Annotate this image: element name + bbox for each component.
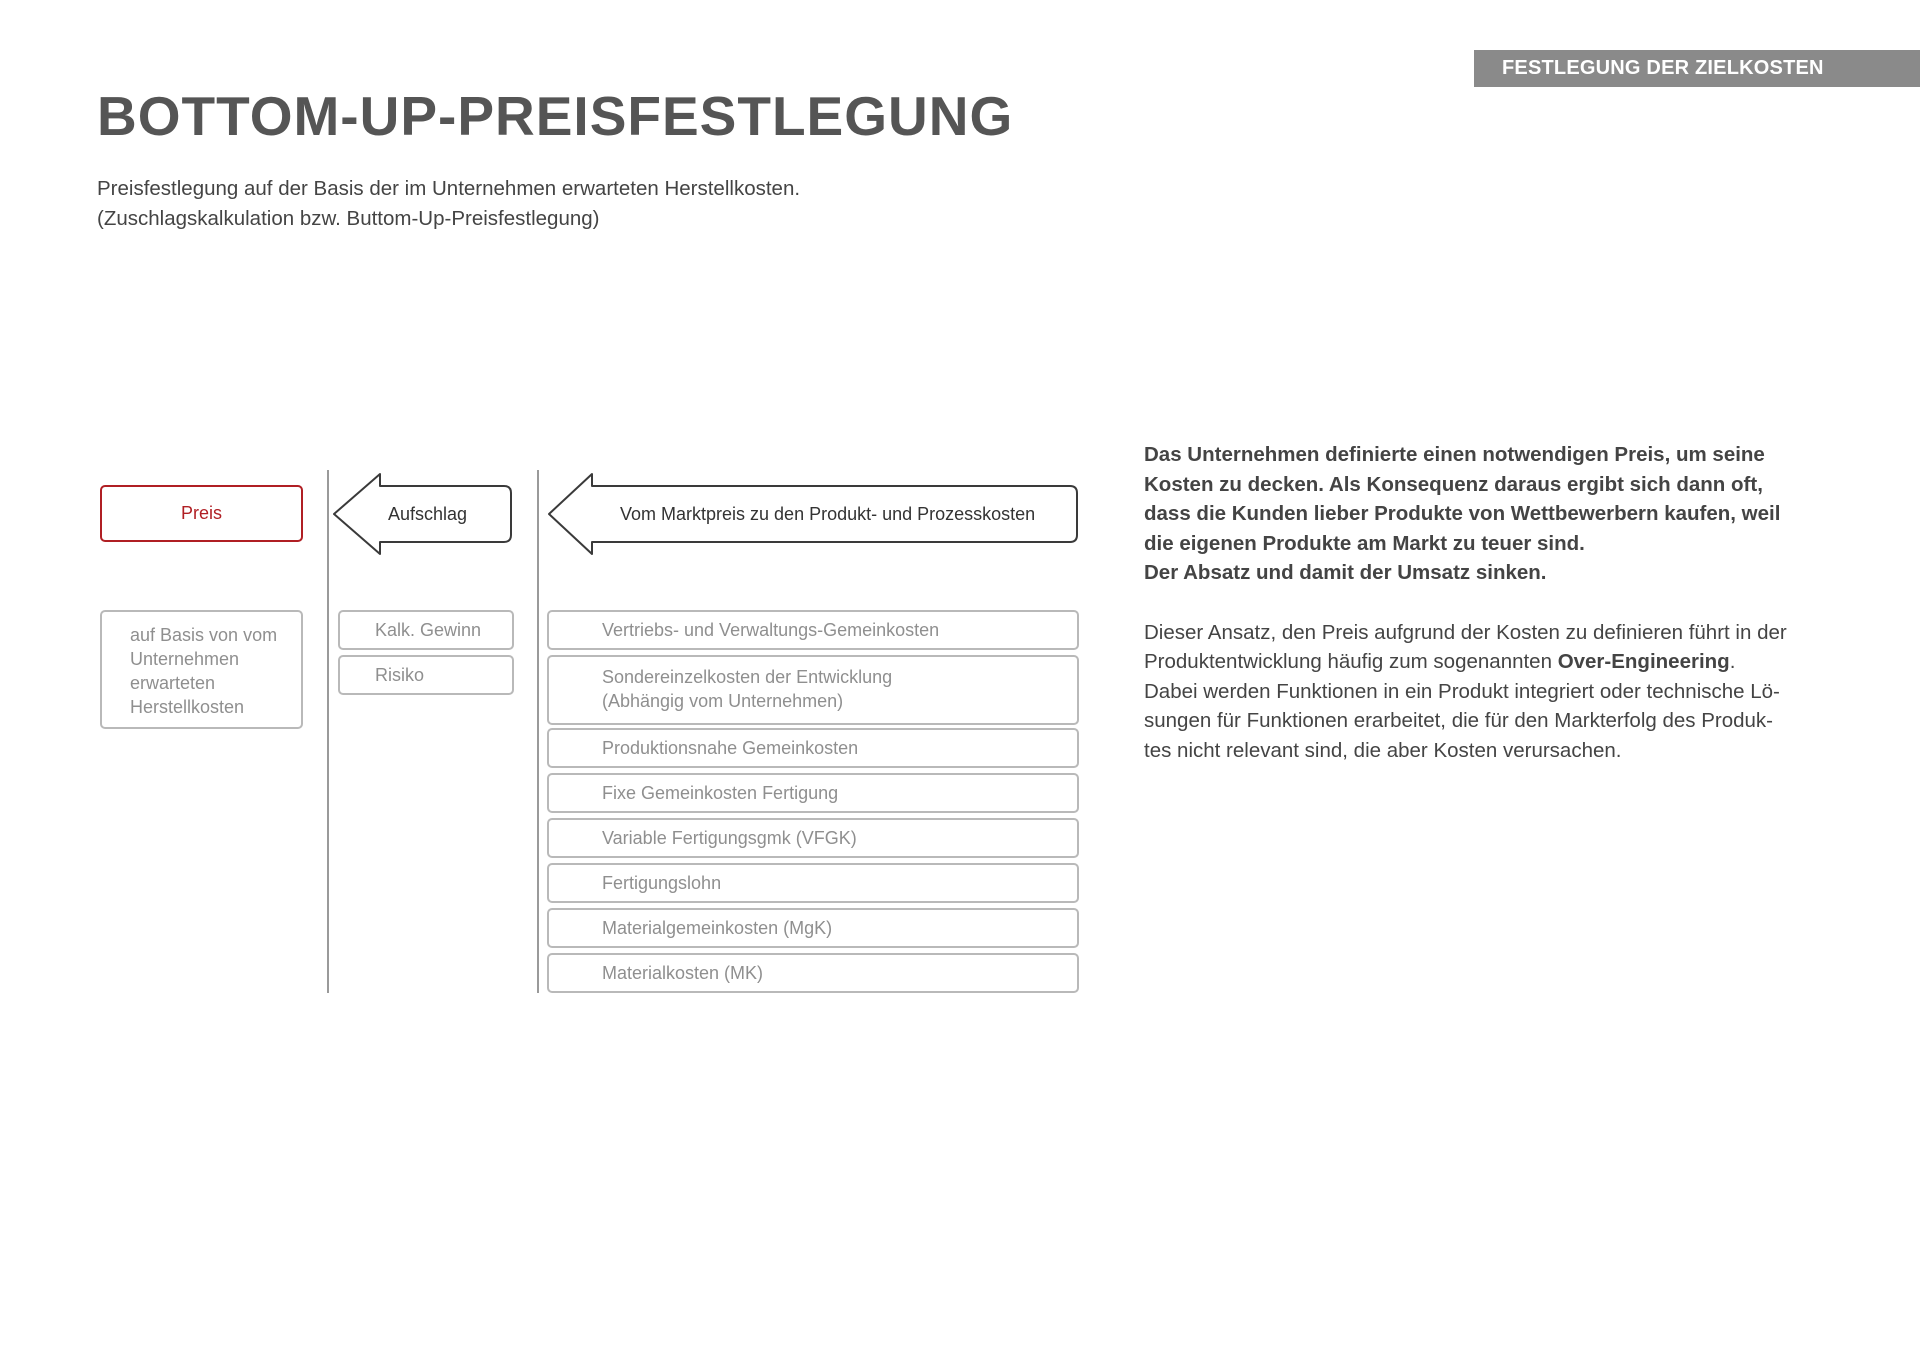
cost-item [547,773,1079,813]
cost-item [547,818,1079,858]
cost-item-label: Fixe Gemeinkosten Fertigung [602,783,839,803]
cost-item [547,908,1079,948]
explanation-line: sungen für Funktionen erarbeitet, die für den Markterfolg des Produk- [1144,709,1774,733]
over-engineering-term: Over-Engineering [1557,650,1730,674]
explanation-bold-line: dass die Kunden lieber Produkte von Wettbewerbern kaufen, weil [1144,502,1781,526]
cost-item-label: Vertriebs- und Verwaltungs-Gemeinkosten [602,620,940,640]
cost-item-label: Fertigungslohn [602,873,722,893]
explanation-line: tes nicht relevant sind, die aber Kosten verursachen. [1144,738,1622,762]
explanation-line-text: Produktentwicklung häufig zum sogenannten [1144,650,1558,674]
explanation-line [1144,647,1844,677]
cost-item-label: (Abhängig vom Unternehmen) [602,691,844,711]
cost-item-label: Materialkosten (MK) [602,963,764,983]
cost-item-label: Materialgemeinkosten (MgK) [602,918,833,938]
cost-item-label: Variable Fertigungsgmk (VFGK) [602,828,857,848]
explanation-line: Dieser Ansatz, den Preis aufgrund der Kosten zu definieren führt in der [1144,620,1787,644]
basis-line: erwarteten [130,673,216,693]
cost-item-label: Sondereinzelkosten der Entwicklung [602,667,893,687]
markup-item-label: Kalk. Gewinn [375,620,482,640]
markup-arrow-label: Aufschlag [388,504,468,524]
cost-item-label: Produktionsnahe Gemeinkosten [602,738,859,758]
explanation-bold-line: die eigenen Produkte am Markt zu teuer sind. [1144,531,1585,555]
intro-line: Preisfestlegung auf der Basis der im Unternehmen erwarteten Herstellkosten. [97,177,801,200]
basis-line: Herstellkosten [130,697,245,717]
divider-line-left [327,470,329,993]
cost-item [547,655,1079,725]
market-price-arrow-label: Vom Marktpreis zu den Produkt- und Prozesskosten [620,504,1036,524]
price-box [100,485,303,542]
cost-item [547,728,1079,768]
basis-box [100,610,303,729]
divider-line-right [537,470,539,993]
section-tag: FESTLEGUNG DER ZIELKOSTEN [1474,50,1920,87]
markup-item-risiko [338,655,514,695]
markup-item-kalk-gewinn [338,610,514,650]
explanation-line: Dabei werden Funktionen in ein Produkt integriert oder technische Lö- [1144,679,1780,703]
explanation-bold-line: Das Unternehmen definierte einen notwendigen Preis, um seine [1144,443,1765,466]
cost-item [547,863,1079,903]
page-title: BOTTOM-UP-PREISFESTLEGUNG [97,85,1014,147]
intro-line: (Zuschlagskalkulation bzw. Buttom-Up-Preisfestlegung) [97,207,600,230]
basis-line: auf Basis von vom [130,625,278,645]
explanation-text [1144,440,1844,766]
explanation-line-text: . [1729,650,1736,674]
price-label: Preis [180,503,222,523]
basis-line: Unternehmen [130,649,240,669]
markup-item-label: Risiko [375,665,425,685]
explanation-bold-line: Der Absatz und damit der Umsatz sinken. [1144,561,1547,585]
intro-text [97,174,1097,234]
cost-item [547,953,1079,993]
cost-item [547,610,1079,650]
explanation-bold-line: Kosten zu decken. Als Konsequenz daraus ergibt sich dann oft, [1144,472,1763,496]
